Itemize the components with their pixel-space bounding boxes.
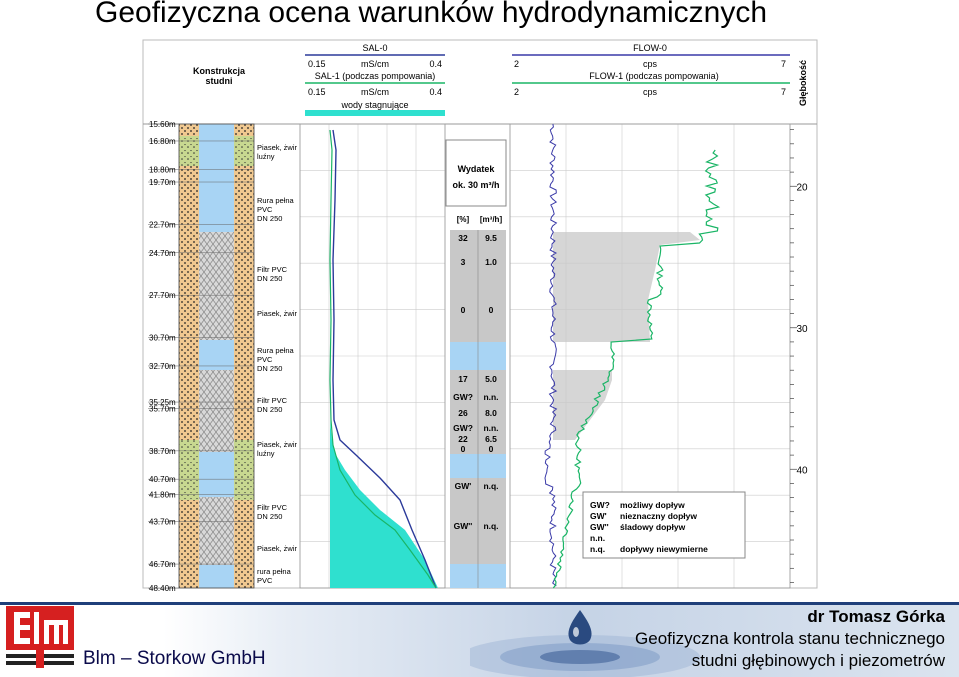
- casing-label: DN 250: [257, 364, 283, 373]
- legend-code: GW'': [590, 522, 609, 532]
- yield-row-m3h: 8.0: [485, 408, 497, 418]
- yield-row-pct: 32: [458, 233, 468, 243]
- presentation-subtitle-line2: studni głębinowych i piezometrów: [691, 651, 945, 670]
- yield-row-pct: GW': [454, 481, 472, 491]
- yield-row-m3h: 0: [488, 305, 494, 315]
- yield-row-m3h: n.q.: [483, 521, 499, 531]
- legend-code: n.q.: [590, 544, 606, 554]
- author-name: dr Tomasz Górka: [807, 607, 945, 626]
- casing-label: DN 250: [257, 274, 283, 283]
- legend-desc: śladowy dopływ: [620, 522, 686, 532]
- casing-label: Piasek, żwir: [257, 143, 298, 152]
- casing-label: Filtr PVC: [257, 396, 287, 405]
- legend-code: n.n.: [590, 533, 606, 543]
- yield-subtitle: ok. 30 m³/h: [452, 180, 500, 190]
- depth-tick-label: 40: [796, 465, 808, 477]
- yield-row-pct: 0: [460, 305, 466, 315]
- sal1-min: 0.15: [308, 87, 326, 97]
- sal1-unit: mS/cm: [361, 87, 389, 97]
- yield-row-pct: GW?: [453, 423, 473, 433]
- flow0-title: FLOW-0: [633, 43, 667, 53]
- depth-marker-label: 27.70m: [149, 291, 176, 301]
- filter-section-3: [199, 497, 234, 565]
- yield-row-pct: GW?: [453, 392, 473, 402]
- yield-row-pct: GW'': [453, 521, 473, 531]
- depth-marker-label: 46.70m: [149, 560, 176, 570]
- sal0-unit: mS/cm: [361, 59, 389, 69]
- blm-logo-icon: [6, 606, 74, 668]
- depth-marker-label: 40.70m: [149, 475, 176, 485]
- yield-col-pct: [%]: [456, 215, 470, 224]
- stagnant-label: wody stagnujące: [341, 100, 409, 110]
- casing-label: PVC: [257, 205, 273, 214]
- filter-section-2: [199, 370, 234, 452]
- depth-marker-label: 15.60m: [149, 120, 176, 129]
- depth-tick-label: 20: [796, 182, 808, 194]
- depth-marker-label: 43.70m: [149, 517, 176, 527]
- page-title: Geofizyczna ocena warunków hydrodynamicznych: [95, 0, 767, 29]
- presentation-subtitle-line1: Geofizyczna kontrola stanu technicznego: [635, 629, 945, 648]
- yield-title: Wydatek: [457, 164, 495, 174]
- legend-desc: dopływy niewymierne: [620, 544, 708, 554]
- casing-label: Rura pełna: [257, 196, 294, 205]
- casing-label: PVC: [257, 576, 273, 585]
- depth-marker-label: 32.70m: [149, 361, 176, 371]
- casing-label: rura pełna: [257, 567, 291, 576]
- legend-desc: możliwy dopływ: [620, 500, 685, 510]
- flow1-unit: cps: [642, 87, 658, 97]
- yield-row-m3h: 6.5: [485, 434, 497, 444]
- yield-col-m3h: [m³/h]: [479, 215, 503, 224]
- construction-header-line2: studni: [205, 76, 233, 86]
- yield-row-m3h: 9.5: [485, 233, 497, 243]
- depth-marker-label: 41.80m: [149, 490, 176, 500]
- casing-label: DN 250: [257, 512, 283, 521]
- casing-label: luźny: [257, 449, 275, 458]
- legend-desc: nieznaczny dopływ: [620, 511, 697, 521]
- sal1-title: SAL-1 (podczas pompowania): [314, 71, 436, 81]
- flow1-max: 7: [780, 87, 786, 97]
- flow0-max: 7: [780, 59, 786, 69]
- legend-code: GW?: [590, 500, 610, 510]
- sal0-min: 0.15: [308, 59, 326, 69]
- casing-label: Piasek, żwir: [257, 544, 298, 553]
- casing-label: DN 250: [257, 405, 283, 414]
- yield-row-pct: 3: [460, 257, 466, 267]
- depth-marker-label: 22.70m: [149, 220, 176, 230]
- sal0-title: SAL-0: [362, 43, 388, 53]
- depth-marker-label: 16.80m: [149, 136, 176, 146]
- casing-label: Rura pełna: [257, 346, 294, 355]
- company-name: Blm – Storkow GmbH: [83, 648, 266, 669]
- depth-marker-label: 30.70m: [149, 333, 176, 343]
- yield-row-pct: 17: [458, 374, 468, 384]
- depth-axis-label: Głębokość: [798, 59, 808, 107]
- casing-label: DN 250: [257, 214, 283, 223]
- flow1-min: 2: [514, 87, 520, 97]
- flow0-min: 2: [514, 59, 520, 69]
- legend-code: GW': [590, 511, 607, 521]
- yield-row-m3h: n.n.: [483, 423, 499, 433]
- depth-tick-label: 30: [796, 323, 808, 335]
- depth-marker-label: 35.70m: [149, 404, 176, 414]
- depth-marker-label: 38.70m: [149, 446, 176, 456]
- casing-label: PVC: [257, 355, 273, 364]
- sal1-max: 0.4: [429, 87, 442, 97]
- flow1-title: FLOW-1 (podczas pompowania): [589, 71, 719, 81]
- depth-marker-label: 18.80m: [149, 165, 176, 175]
- yield-row-m3h: n.q.: [483, 481, 499, 491]
- depth-marker-label: 48.40m: [149, 584, 176, 594]
- yield-row-m3h: 0: [488, 444, 494, 454]
- depth-marker-label: 19.70m: [149, 178, 176, 188]
- yield-row-m3h: 5.0: [485, 374, 497, 384]
- casing-label: Piasek, żwir: [257, 440, 298, 449]
- yield-row-pct: 26: [458, 408, 468, 418]
- footer-bar: [0, 602, 959, 677]
- stagnant-swatch: [305, 110, 445, 116]
- casing-label: Piasek, żwir: [257, 309, 298, 318]
- depth-marker-label: 35.25m: [149, 398, 176, 408]
- construction-header-line1: Konstrukcja: [192, 66, 246, 76]
- casing-label: luźny: [257, 152, 275, 161]
- depth-marker-label: 24.70m: [149, 248, 176, 258]
- yield-row-m3h: 1.0: [485, 257, 497, 267]
- yield-row-pct: 22: [458, 434, 468, 444]
- flow0-unit: cps: [642, 59, 658, 69]
- filter-section-1: [199, 232, 234, 340]
- yield-row-pct: 0: [460, 444, 466, 454]
- well-construction-column: [179, 124, 254, 588]
- yield-row-m3h: n.n.: [483, 392, 499, 402]
- sal0-max: 0.4: [429, 59, 442, 69]
- casing-label: Filtr PVC: [257, 503, 287, 512]
- casing-label: Filtr PVC: [257, 265, 287, 274]
